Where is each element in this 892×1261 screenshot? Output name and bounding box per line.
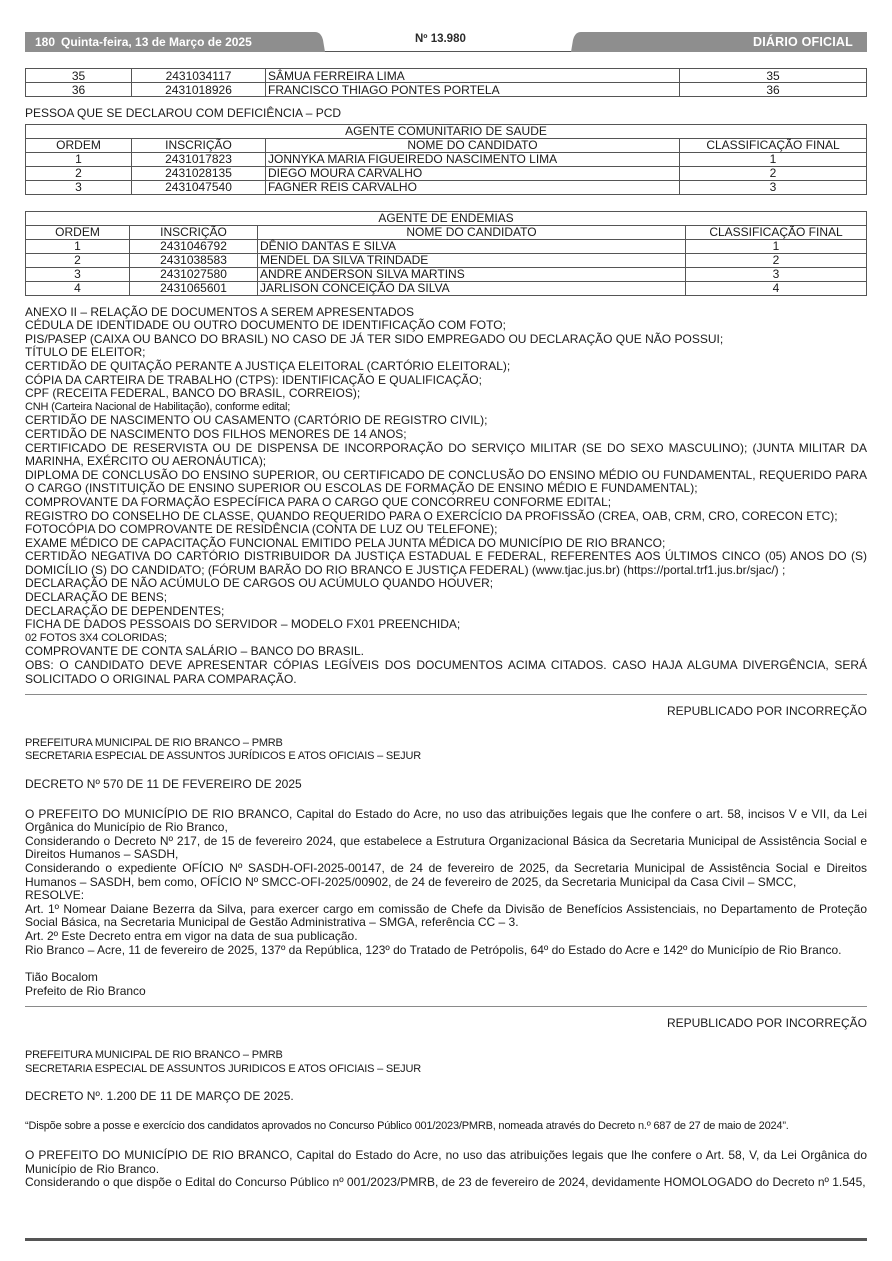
table-row [26,152,867,166]
inscricao-cell: 2431047540 [132,180,266,194]
table-row [26,281,867,295]
decree-org: PREFEITURA MUNICIPAL DE RIO BRANCO – PMRB [25,1048,283,1061]
decree-signer-title: Prefeito de Rio Branco [25,983,146,998]
annex-line: FOTOCÓPIA DO COMPROVANTE DE RESIDÊNCIA (CONTA DE LUZ OU TELEFONE); [25,522,498,537]
classificacao-cell: 2 [680,166,867,180]
header-date [35,35,252,49]
annex-line: PIS/PASEP (CAIXA OU BANCO DO BRASIL) NO CASO DE JÁ TER SIDO EMPREGADO OU DECLARAÇÃO QUE NÃO POSSUI; [25,331,724,346]
table-row [26,83,867,97]
annex-line: CPF (RECEITA FEDERAL, BANCO DO BRASIL, CORREIOS); [25,386,361,401]
acs-header-nome: NOME DO CANDIDATO [266,138,680,152]
republished-note: REPUBLICADO POR INCORREÇÃO [666,1016,867,1031]
annex-line: CNH (Carteira Nacional de Habilitação), conforme edital; [25,400,291,413]
continuation-table [25,68,867,97]
inscricao-cell: 2431065601 [130,281,258,295]
decree-1200 [25,1017,867,1190]
ace-table-body [26,239,867,295]
inscricao-cell: 2431028135 [132,166,266,180]
decree-paragraph: O PREFEITO DO MUNICÍPIO DE RIO BRANCO, Capital do Estado do Acre, no uso das atribuições legais que lhe confere o art. 58, incisos V e VII, da Lei Orgânica do Município de Rio Branco, [25,806,867,835]
decree-body [25,1149,867,1190]
ordem-cell: 2 [26,166,132,180]
nome-cell: JONNYKA MARIA FIGUEIREDO NASCIMENTO LIMA [266,152,680,166]
decree-title: DECRETO Nº. 1.200 DE 11 DE MARÇO DE 2025. [25,1089,294,1104]
decree-paragraph: O PREFEITO DO MUNICÍPIO DE RIO BRANCO, Capital do Estado do Acre, no uso das atribuições legais que lhe confere o Art. 58, V, da Lei Orgânica do Município de Rio Branco. [25,1148,867,1176]
footer-rule [25,1238,867,1241]
decree-signer: Tião Bocalom [25,970,98,985]
decree-org-secretariat: SECRETARIA ESPECIAL DE ASSUNTOS JURÍDICOS E ATOS OFICIAIS – SEJUR [25,750,421,763]
annex-document-list [25,306,867,687]
decree-paragraph: Considerando o Decreto Nº 217, de 15 de fevereiro 2024, que estabelece a Estrutura Organizacional Básica da Secretaria Municipal de Assistência Social e Direitos Humanos – SASDH, [25,833,867,862]
nome-cell: JARLISON CONCEIÇÃO DA SILVA [258,281,686,295]
annex-line: CERTIDÃO DE NASCIMENTO DOS FILHOS MENORES DE 14 ANOS; [25,426,407,441]
ordem-cell: 2 [26,253,130,267]
annex-line: EXAME MÉDICO DE CAPACITAÇÃO FUNCIONAL EMITIDO PELA JUNTA MÉDICA DO MUNICÍPIO DE RIO BRANCO; [25,535,666,550]
decree-ementa: “Dispõe sobre a posse e exercício dos candidatos aprovados no Concurso Público 001/2023/PMRB, nomeada através do Decreto n.º 687 de 27 de maio de 2024”. [25,1119,789,1132]
annex-line: COMPROVANTE DA FORMAÇÃO ESPECÍFICA PARA O CARGO QUE CONCORREU CONFORME EDITAL; [25,494,612,509]
decree-paragraph: RESOLVE: [25,888,85,903]
annex-line: CÓPIA DA CARTEIRA DE TRABALHO (CTPS): IDENTIFICAÇÃO E QUALIFICAÇÃO; [25,372,482,387]
table-row [26,166,867,180]
classificacao-cell: 36 [680,83,867,97]
publication-title: DIÁRIO OFICIAL [752,35,853,49]
ace-table-title: AGENTE DE ENDEMIAS [26,211,867,225]
table-row [26,267,867,281]
ordem-cell: 3 [26,267,130,281]
ordem-cell: 4 [26,281,130,295]
decree-org: PREFEITURA MUNICIPAL DE RIO BRANCO – PMRB [25,736,283,749]
continuation-table-body [26,69,867,97]
annex-line: CERTIDÃO NEGATIVA DO CARTÓRIO DISTRIBUIDOR DA JUSTIÇA ESTADUAL E FEDERAL, REFERENTES AOS ÚLTIMOS CINCO (05) ANOS DO (S) DOMICÍLIO (S) DO CANDIDATO; (FÓRUM BARÃO DO RIO BRANCO E JUSTIÇA FEDERAL) (www.tjac.jus.br) (https://portal.trf1.jus.br/sjac/) ; [25,549,867,577]
ordem-cell: 35 [26,69,132,83]
acs-table-body [26,152,867,194]
table-row [26,69,867,83]
decree-paragraph: Art. 2º Este Decreto entra em vigor na data de sua publicação. [25,928,358,943]
inscricao-cell: 2431034117 [132,69,266,83]
page-header [25,32,867,52]
ace-header-classificacao: CLASSIFICAÇÃO FINAL [686,225,867,239]
divider [25,1006,867,1007]
ace-header-nome: NOME DO CANDIDATO [258,225,686,239]
nome-cell: DÊNIO DANTAS E SILVA [258,239,686,253]
ordem-cell: 36 [26,83,132,97]
annex-line: CERTIDÃO DE QUITAÇÃO PERANTE A JUSTIÇA ELEITORAL (CARTÓRIO ELEITORAL); [25,358,511,373]
issue-date: Quinta-feira, 13 de Março de 2025 [61,35,252,49]
decree-title: DECRETO Nº 570 DE 11 DE FEVEREIRO DE 2025 [25,777,302,791]
acs-header-ordem: ORDEM [26,138,132,152]
ordem-cell: 1 [26,239,130,253]
annex-line: DECLARAÇÃO DE BENS; [25,590,168,605]
annex-line: DECLARAÇÃO DE DEPENDENTES; [25,603,225,618]
nome-cell: FAGNER REIS CARVALHO [266,180,680,194]
ordem-cell: 3 [26,180,132,194]
inscricao-cell: 2431046792 [130,239,258,253]
annex-line: COMPROVANTE DE CONTA SALÁRIO – BANCO DO BRASIL. [25,644,364,659]
classificacao-cell: 2 [686,253,867,267]
classificacao-cell: 1 [680,152,867,166]
decree-paragraph: Art. 1º Nomear Daiane Bezerra da Silva, para exercer cargo em comissão de Chefe da Divisão de Benefícios Assistenciais, no Departamento de Proteção Social Básica, na Secretaria Municipal de Gestão Administrativa – SMGA, referência CC – 3. [25,901,867,930]
nome-cell: DIEGO MOURA CARVALHO [266,166,680,180]
acs-table-title: AGENTE COMUNITARIO DE SAUDE [26,124,867,138]
annex-line: TÍTULO DE ELEITOR; [25,345,146,360]
acs-header-classificacao: CLASSIFICAÇÃO FINAL [680,138,867,152]
acs-header-inscricao: INSCRIÇÃO [132,138,266,152]
decree-paragraph: Considerando o expediente OFÍCIO Nº SASDH-OFI-2025-00147, de 24 de fevereiro de 2025, da Secretaria Municipal de Assistência Social e Direitos Humanos – SASDH, bem como, OFÍCIO Nº SMCC-OFI-2025/00902, de 24 de fevereiro de 2025, da Secretaria Municipal da Casa Civil – SMCC, [25,860,867,889]
classificacao-cell: 3 [680,180,867,194]
decree-org-secretariat: SECRETARIA ESPECIAL DE ASSUNTOS JURIDICOS E ATOS OFICIAIS – SEJUR [25,1062,421,1075]
classificacao-cell: 3 [686,267,867,281]
page-number: 180 [35,35,56,49]
classificacao-cell: 1 [686,239,867,253]
nome-cell: ANDRE ANDERSON SILVA MARTINS [258,267,686,281]
nome-cell: FRANCISCO THIAGO PONTES PORTELA [266,83,680,97]
annex-line: DECLARAÇÃO DE NÃO ACÚMULO DE CARGOS OU ACÚMULO QUANDO HOUVER; [25,576,494,591]
decree-paragraph: Rio Branco – Acre, 11 de fevereiro de 2025, 137º da República, 123º do Tratado de Petrópolis, 64º do Estado do Acre e 142º do Município de Rio Branco. [25,942,842,957]
annex-line: CÉDULA DE IDENTIDADE OU OUTRO DOCUMENTO DE IDENTIFICAÇÃO COM FOTO; [25,318,506,333]
annex-line: OBS: O CANDIDATO DEVE APRESENTAR CÓPIAS LEGÍVEIS DOS DOCUMENTOS ACIMA CITADOS. CASO HAJA ALGUMA DIVERGÊNCIA, SERÁ SOLICITADO O ORIGINAL PARA COMPARAÇÃO. [25,658,867,686]
inscricao-cell: 2431017823 [132,152,266,166]
classificacao-cell: 35 [680,69,867,83]
annex-line: ANEXO II – RELAÇÃO DE DOCUMENTOS A SEREM APRESENTADOS [25,304,414,319]
inscricao-cell: 2431018926 [132,83,266,97]
table-row [26,180,867,194]
annex-line: FICHA DE DADOS PESSOAIS DO SERVIDOR – MODELO FX01 PREENCHIDA; [25,617,461,632]
annex-line: DIPLOMA DE CONCLUSÃO DO ENSINO SUPERIOR, OU CERTIFICADO DE CONCLUSÃO DO ENSINO MÉDIO OU FUNDAMENTAL, REQUERIDO PARA O CARGO (INSTITUIÇÃO DE ENSINO SUPERIOR OU ESCOLAS DE FORMAÇÃO DE ENSINO MÉDIO E FUNDAMENTAL); [25,467,867,496]
page [25,32,867,1190]
pcd-heading: PESSOA QUE SE DECLAROU COM DEFICIÊNCIA – PCD [25,106,342,120]
nome-cell: SÂMUA FERREIRA LIMA [266,69,680,83]
issue-number: Nº 13.980 [415,33,466,45]
republished-note: REPUBLICADO POR INCORREÇÃO [666,704,867,719]
acs-table [25,124,867,195]
ace-header-ordem: ORDEM [26,225,130,239]
ace-table [25,211,867,296]
ace-header-inscricao: INSCRIÇÃO [130,225,258,239]
decree-body [25,808,867,958]
classificacao-cell: 4 [686,281,867,295]
nome-cell: MENDEL DA SILVA TRINDADE [258,253,686,267]
inscricao-cell: 2431038583 [130,253,258,267]
table-row [26,253,867,267]
annex-line: REGISTRO DO CONSELHO DE CLASSE, QUANDO REQUERIDO PARA O EXERCÍCIO DA PROFISSÃO (CREA, OAB, CRM, CRO, CORECON ETC); [25,508,838,523]
table-row [26,239,867,253]
ordem-cell: 1 [26,152,132,166]
decree-570 [25,705,867,998]
annex-line: 02 FOTOS 3X4 COLORIDAS; [25,631,167,644]
inscricao-cell: 2431027580 [130,267,258,281]
annex-line: CERTIFICADO DE RESERVISTA OU DE DISPENSA DE INCORPORAÇÃO DO SERVIÇO MILITAR (SE DO SEXO MASCULINO); (JUNTA MILITAR DA MARINHA, EXÉRCITO OU AERONÁUTICA); [25,440,867,469]
annex-line: CERTIDÃO DE NASCIMENTO OU CASAMENTO (CARTÓRIO DE REGISTRO CIVIL); [25,413,488,428]
divider [25,694,867,695]
decree-paragraph: Considerando o que dispõe o Edital do Concurso Público nº 001/2023/PMRB, de 23 de fevereiro de 2024, devidamente HOMOLOGADO do Decreto nº 1.545, [25,1175,866,1190]
